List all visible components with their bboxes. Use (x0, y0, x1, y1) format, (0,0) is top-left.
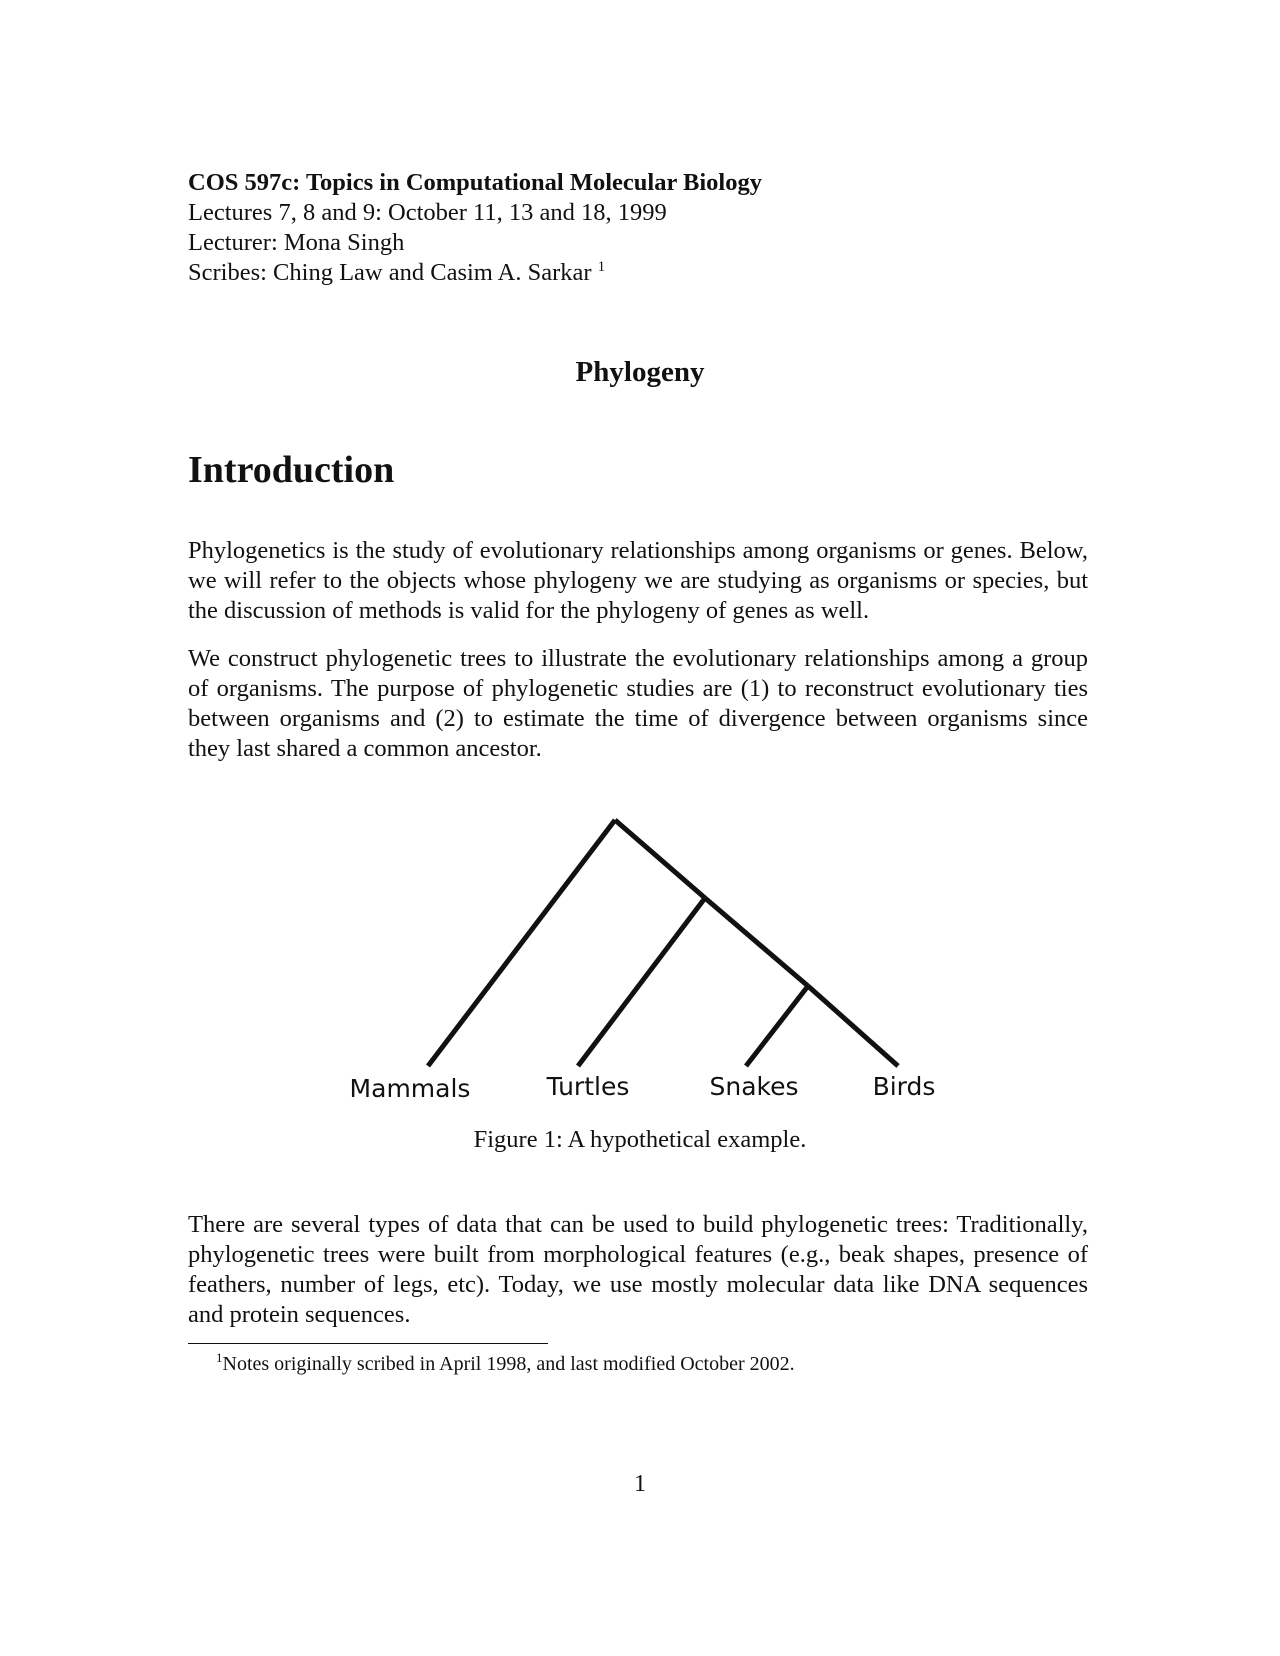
course-title: COS 597c: Topics in Computational Molecular Biology (188, 169, 762, 196)
scribes-line (188, 258, 1108, 288)
footnote-reference: 1 (597, 259, 606, 275)
leaf-label-turtles: Turtles (546, 1072, 630, 1101)
paragraph: There are several types of data that can be used to build phylogenetic trees: Traditionally, phylogenetic trees were built from morphological features (e.g., beak shapes, presence of feathers, number of legs, etc). Today, we use mostly molecular data like DNA sequences and protein sequences. (188, 1211, 1088, 1328)
lecture-header (188, 168, 1108, 288)
leaf-label-snakes: Snakes (709, 1072, 799, 1101)
section-heading: Introduction (188, 449, 395, 491)
lecturer-line: Lecturer: Mona Singh (188, 229, 405, 256)
footnote-divider (188, 1343, 548, 1344)
tree-branch-node2-snakes (746, 986, 808, 1066)
document-title: Phylogeny (575, 356, 705, 388)
footnote-text: Notes originally scribed in April 1998, and last modified October 2002. (222, 1353, 795, 1375)
figure-caption: Figure 1: A hypothetical example. (473, 1126, 807, 1153)
tree-branch-root-mammals (428, 820, 615, 1066)
leaf-label-birds: Birds (872, 1072, 936, 1101)
paragraph: We construct phylogenetic trees to illustrate the evolutionary relationships among a group of organisms. The purpose of phylogenetic studies are (1) to reconstruct evolutionary ties between organisms and (2) to estimate the time of divergence between organisms since they last shared a common ancestor. (188, 645, 1088, 762)
phylogeny-figure (0, 800, 1280, 1180)
tree-branch-node1-node2 (705, 898, 808, 986)
tree-branch-node2-birds (808, 986, 898, 1066)
tree-branch-root-node1 (615, 820, 705, 898)
footnote (216, 1352, 795, 1376)
paragraph: Phylogenetics is the study of evolutionary relationships among organisms or genes. Below, we will refer to the objects whose phylogeny we are studying as organisms or species, but the discussion of methods is valid for the phylogeny of genes as well. (188, 537, 1088, 624)
footnote-mark: 1 (216, 1350, 223, 1365)
scribes-text: Scribes: Ching Law and Casim A. Sarkar (188, 259, 592, 286)
page-number: 1 (633, 1470, 647, 1497)
leaf-label-mammals: Mammals (349, 1074, 471, 1103)
phylogenetic-tree (0, 800, 1280, 1180)
lecture-dates: Lectures 7, 8 and 9: October 11, 13 and 18, 1999 (188, 199, 667, 226)
tree-branch-node1-turtles (578, 898, 705, 1066)
